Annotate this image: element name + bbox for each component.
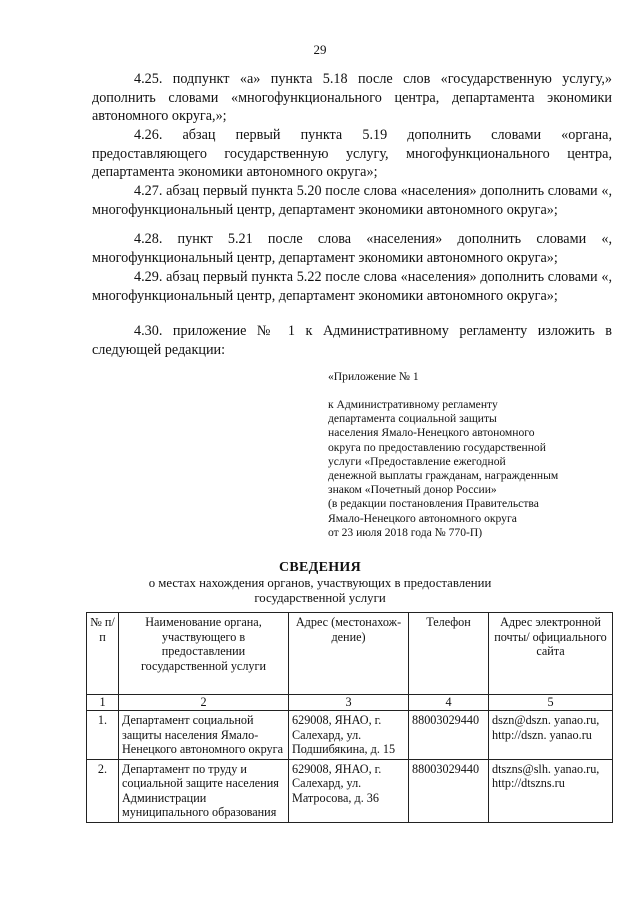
row-number: 2.: [87, 759, 119, 822]
section-heading: [0, 560, 640, 606]
appendix-line: услуги «Предоставление ежегодной: [328, 454, 506, 468]
appendix-line: денежной выплаты гражданам, награжденным: [328, 469, 559, 483]
row-organ-name: Департамент по труду и социальной защите населения Администрации муниципального образования: [119, 759, 289, 822]
appendix-line: Ямало-Ненецкого автономного округа: [328, 511, 517, 525]
column-number-row: [87, 695, 613, 711]
row-address: 629008, ЯНАО, г. Салехард, ул. Матросова, д. 36: [289, 759, 409, 822]
column-number: 2: [119, 695, 289, 711]
row-phone: 88003029440: [409, 759, 489, 822]
appendix-line: (в редакции постановления Правительства: [328, 497, 539, 511]
header-organ-name: Наименование органа, участвующего в предоставлении государственной услуги: [119, 613, 289, 695]
table-row: [87, 759, 613, 822]
paragraph-4-27: 4.27. абзац первый пункта 5.20 после слова «населения» дополнить словами «, многофункциональный центр, департамент экономики автономного округа»;: [92, 183, 612, 218]
header-email-site: Адрес электронной почты/ официального сайта: [489, 613, 613, 695]
column-number: 3: [289, 695, 409, 711]
column-number: 5: [489, 695, 613, 711]
row-number: 1.: [87, 711, 119, 760]
row-email-site: dszn@dszn. yanao.ru, http://dszn. yanao.ru: [489, 711, 613, 760]
appendix-line: знаком «Почетный донор России»: [328, 483, 497, 497]
row-address: 629008, ЯНАО, г. Салехард, ул. Подшибякина, д. 15: [289, 711, 409, 760]
paragraph-4-25: 4.25. подпункт «а» пункта 5.18 после слов «государственную услугу,» дополнить словами «многофункционального центра, департамента экономики автономного округа,»;: [92, 71, 612, 124]
page-number: 29: [313, 42, 327, 57]
column-number: 4: [409, 695, 489, 711]
header-address: Адрес (местонахож- дение): [289, 613, 409, 695]
row-phone: 88003029440: [409, 711, 489, 760]
appendix-line: округа по предоставлению государственной: [328, 440, 546, 454]
row-email-site: dtszns@slh. yanao.ru, http://dtszns.ru: [489, 759, 613, 822]
appendix-line: к Административному регламенту: [328, 398, 498, 411]
table-header-row: [87, 613, 613, 695]
header-phone: Телефон: [409, 613, 489, 695]
appendix-title: «Приложение № 1: [328, 370, 419, 383]
appendix-line: департамента социальной защиты: [328, 412, 497, 426]
heading-title: СВЕДЕНИЯ: [278, 560, 362, 575]
heading-subtitle-2: государственной услуги: [254, 591, 386, 605]
heading-subtitle-1: о местах нахождения органов, участвующих в предоставлении: [148, 576, 492, 590]
paragraph-4-30: 4.30. приложение № 1 к Административному регламенту изложить в следующей редакции:: [92, 323, 612, 358]
appendix-line: от 23 июля 2018 года № 770-П): [328, 525, 483, 539]
paragraph-4-29: 4.29. абзац первый пункта 5.22 после слова «населения» дополнить словами «, многофункциональный центр, департамент экономики автономного округа»;: [92, 269, 612, 304]
table-row: [87, 711, 613, 760]
appendix-line: населения Ямало-Ненецкого автономного: [328, 426, 535, 440]
header-number: № п/п: [87, 613, 119, 695]
paragraph-4-26: 4.26. абзац первый пункта 5.19 дополнить словами «органа, предоставляющего государственную услугу, многофункционального центра, департамента экономики автономного округа»;: [92, 127, 612, 180]
paragraph-4-28: 4.28. пункт 5.21 после слова «населения» дополнить словами «, многофункциональный центр, департамент экономики автономного округа»;: [92, 231, 612, 266]
row-organ-name: Департамент социальной защиты населения Ямало-Ненецкого автономного округа: [119, 711, 289, 760]
column-number: 1: [87, 695, 119, 711]
organs-table: [86, 612, 613, 823]
appendix-block: [328, 398, 618, 540]
